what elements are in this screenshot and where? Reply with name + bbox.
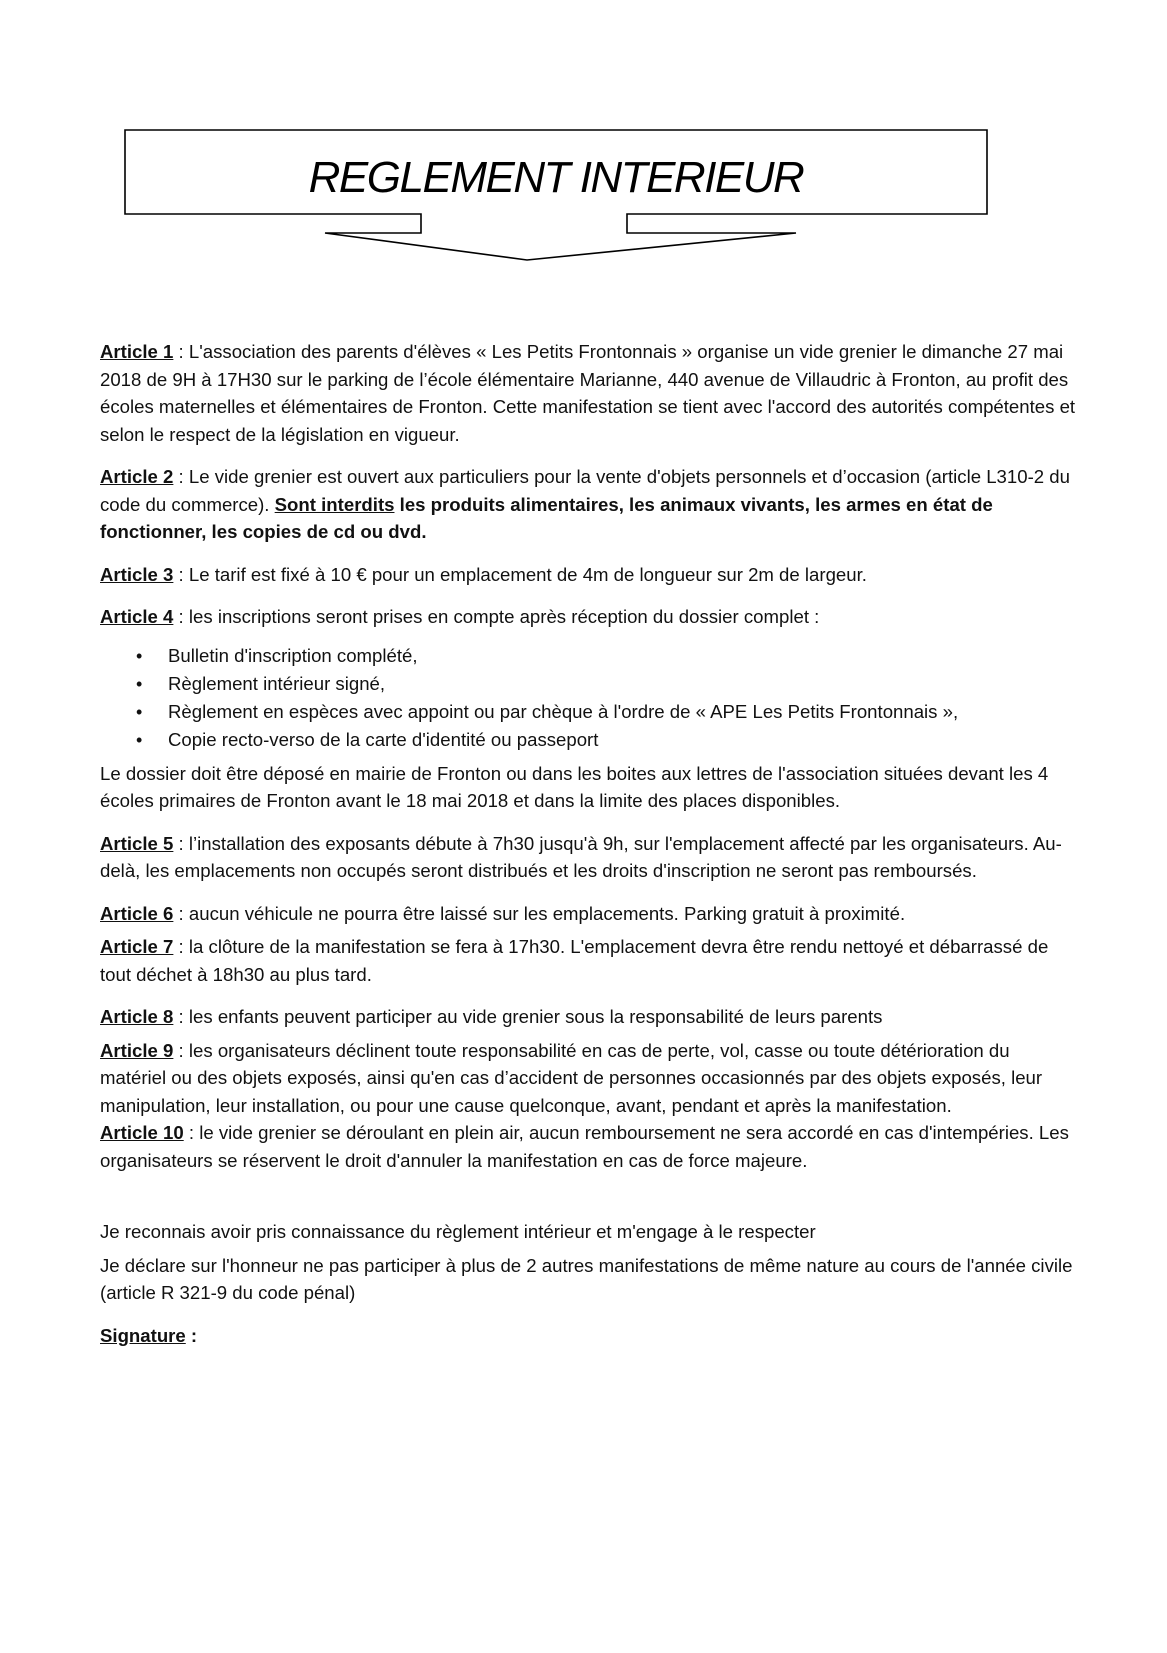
list-item	[100, 670, 1080, 698]
page-title: REGLEMENT INTERIEUR	[308, 153, 804, 202]
article-text: les organisateurs déclinent toute responsabilité en cas de perte, vol, casse ou toute détérioration du matériel ou des objets exposés, ainsi qu'en cas d’accident de personnes occasionnés par des objets exposés, leur manipulation, leur installation, ou pour une cause quelconque, avant, pendant et après la manifestation.	[100, 1039, 1043, 1116]
article-colon: :	[173, 466, 189, 487]
article-colon: :	[183, 1122, 200, 1143]
article-text: le vide grenier se déroulant en plein air, aucun remboursement ne sera accordé en cas d'intempéries. Les organisateurs se réservent le droit d'annuler la manifestation en cas de force majeure.	[100, 1122, 1069, 1171]
article-text: Le vide grenier est ouvert aux particuliers pour la vente d'objets personnels et d’occasion (article L310-2 du code du commerce).	[100, 466, 1070, 515]
list-item-text: Règlement intérieur signé,	[168, 672, 386, 694]
title-banner	[124, 129, 988, 276]
article-colon: :	[173, 902, 189, 924]
article-colon: :	[173, 832, 189, 854]
article-4-deadline: Le dossier doit être déposé en mairie de Fronton ou dans les boites aux lettres de l'association situées devant les 4 écoles primaires de Fronton avant le 18 mai 2018 et dans la limite des places disponibles.	[100, 762, 1049, 811]
article-label: Article 9	[100, 1039, 174, 1061]
article-label: Article 2	[100, 466, 174, 487]
article-text: la clôture de la manifestation se fera à 17h30. L'emplacement devra être rendu nettoyé et débarrassé de tout déchet à 18h30 au plus tard.	[100, 936, 1049, 985]
list-item-text: Règlement en espèces avec appoint ou par chèque à l'ordre de « APE Les Petits Frontonnais »,	[168, 700, 959, 722]
bullet-icon: •	[136, 701, 143, 722]
declaration-text: Je déclare sur l'honneur ne pas participer à plus de 2 autres manifestations de même nature au cours de l'année civile (article R 321-9 du code pénal)	[100, 1254, 1073, 1303]
article-colon: :	[173, 1039, 189, 1061]
article-5	[100, 830, 1080, 885]
forbidden-items: les produits alimentaires, les animaux vivants, les armes en état de fonctionner, les copies de cd ou dvd.	[100, 493, 993, 542]
article-label: Article 6	[100, 902, 174, 924]
article-label: Article 5	[100, 832, 174, 854]
article-colon: :	[173, 1006, 189, 1027]
list-item	[100, 642, 1080, 670]
article-7	[100, 933, 1080, 988]
article-8	[100, 1003, 1080, 1031]
acknowledgement-text: Je reconnais avoir pris connaissance du règlement intérieur et m'engage à le respecter	[100, 1221, 816, 1242]
article-text: l’installation des exposants débute à 7h30 jusqu'à 9h, sur l'emplacement affecté par les organisateurs. Au-delà, les emplacements non occupés seront distribués et les droits d'inscription ne seront pas remboursés.	[100, 832, 1062, 881]
signature-colon: :	[185, 1324, 198, 1346]
bullet-icon: •	[136, 645, 143, 666]
list-item	[100, 726, 1080, 754]
article-label: Article 10	[100, 1122, 184, 1143]
list-item-text: Bulletin d'inscription complété,	[168, 644, 418, 666]
article-4	[100, 603, 1080, 631]
document-body	[100, 338, 1080, 1349]
article-text: Le tarif est fixé à 10 € pour un emplacement de 4m de longueur sur 2m de largeur.	[188, 563, 867, 585]
article-label: Article 4	[100, 606, 174, 627]
article-3	[100, 561, 1080, 589]
article-colon: :	[173, 606, 189, 627]
list-item	[100, 698, 1080, 726]
article-text: L'association des parents d'élèves « Les Petits Frontonnais » organise un vide grenier le dimanche 27 mai 2018 de 9H à 17H30 sur le parking de l’école élémentaire Marianne, 440 avenue de Villaudric à Fronton, au profit des écoles maternelles et élémentaires de Fronton. Cette manifestation se tient avec l'accord des autorités compétentes et selon le respect de la législation en vigueur.	[100, 341, 1076, 445]
article-2	[100, 463, 1080, 546]
article-colon: :	[173, 936, 189, 957]
forbidden-label: Sont interdits	[274, 493, 395, 515]
list-item-text: Copie recto-verso de la carte d'identité ou passeport	[168, 728, 599, 750]
article-text: les inscriptions seront prises en compte après réception du dossier complet :	[188, 606, 820, 627]
article-colon: :	[173, 341, 189, 362]
article-colon: :	[173, 563, 189, 585]
bullet-icon: •	[136, 729, 143, 750]
signature-line	[100, 1322, 1080, 1350]
article-label: Article 7	[100, 936, 174, 957]
article-10	[100, 1119, 1080, 1174]
article-text: aucun véhicule ne pourra être laissé sur les emplacements. Parking gratuit à proximité.	[188, 902, 906, 924]
article-label: Article 8	[100, 1006, 174, 1027]
article-1	[100, 338, 1080, 448]
article-text: les enfants peuvent participer au vide grenier sous la responsabilité de leurs parents	[188, 1006, 883, 1027]
article-label: Article 1	[100, 341, 174, 362]
article-6	[100, 900, 1080, 928]
required-documents-list	[100, 642, 1080, 754]
bullet-icon: •	[136, 673, 143, 694]
signature-label: Signature	[100, 1324, 186, 1346]
article-9	[100, 1037, 1080, 1120]
article-label: Article 3	[100, 563, 174, 585]
